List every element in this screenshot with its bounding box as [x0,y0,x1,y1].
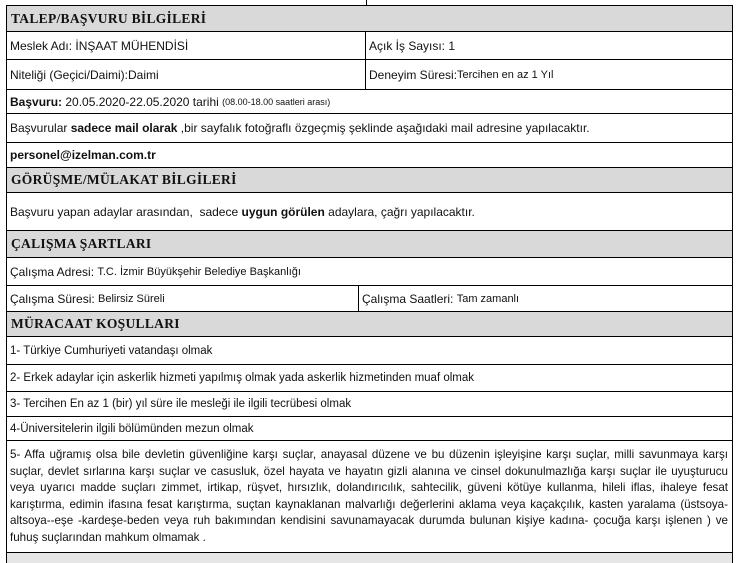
list-item [6,364,733,391]
calisma-adresi-cell [7,258,732,285]
row-calisma-adresi [6,257,733,285]
section-header-calisma [6,230,733,257]
condition-1: 1- Türkiye Cumhuriyeti vatandaşı olmak [10,344,213,357]
adres-value: T.C. İzmir Büyükşehir Belediye Başkanlığı [97,265,301,278]
next-section-header-fragment [6,553,733,563]
info-text-post: ,bir sayfalık fotoğraflı özgeçmiş şeklinde aşağıdaki mail adresine yapılacaktır. [177,121,590,135]
calisma-saatleri-cell [358,286,732,311]
list-item [6,416,733,440]
list-item [6,336,733,364]
acik-is-cell: Açık İş Sayısı: 1 [365,32,732,59]
section-title: GÖRÜŞME/MÜLAKAT BİLGİLERİ [11,172,237,187]
saat-label: Çalışma Saatleri: [362,291,457,306]
deneyim-label: Deneyim Süresi: [369,67,458,82]
list-item [6,440,733,552]
section-header-talep [6,5,733,31]
deneyim-cell [365,60,732,89]
basvuru-label: Başvuru: [10,94,63,109]
gorusme-text-pre: Başvuru yapan adaylar arasından, sadece [10,204,242,219]
condition-5: 5- Affa uğramış olsa bile devletin güvenliğine karşı suçlar, anayasal düzene ve bu düzenin işleyişine karşı suçlar, milli savunmaya karşı suçlar, devlet sırlarına karşı suçlar ve casusluk, özel hayata ve hayatın gizli alanına ve cinsel dokunulmazlığa karşı suçlar ile uyuşturucu veya uyarıcı madde suçları zimmet, irtikap, rüşvet, hırsızlık, dolandırıcılık, sahtecilik, güveni kötüye kullanma, hileli iflas, ihaleye fesat karıştırma, edimin ifasına fesat karıştırma, suçtan kaynaklanan malvarlığı değerlerini aklama veya kaçakçılık, kasten yaralama (üstsoya-altsoya--eşe -kardeşe-beden veya ruh bakımından kendisini savunamayacak durumda bulunan kişiye kadına- çocuğa karşı işlenen ) ve fuhuş suçlarından mahkum olmamak . [10,448,728,544]
deneyim-value: Tercihen en az 1 Yıl [457,68,554,81]
basvuru-hours: (08.00-18.00 saatleri arası) [222,96,331,107]
basvuru-cell [7,90,732,113]
saat-value: Tam zamanlı [456,292,520,305]
calisma-suresi-cell [7,286,358,311]
meslek-cell: Meslek Adı: İNŞAAT MÜHENDİSİ [10,38,189,53]
sure-value: Belirsiz Süreli [98,292,165,305]
email-address[interactable]: personel@izelman.com.tr [10,148,156,162]
adres-label: Çalışma Adresi: [10,264,98,279]
row-basvuru-info [6,113,733,142]
section-title: ÇALIŞMA ŞARTLARI [11,236,152,251]
gorusme-text-post: adaylara, çağrı yapılacaktır. [324,204,475,219]
row-basvuru [6,89,733,113]
basvuru-dates: 20.05.2020-22.05.2020 tarihi [62,94,223,109]
gorusme-text-cell [7,193,732,230]
sure-label: Çalışma Süresi: [10,291,99,306]
info-text-pre: Başvurular [10,121,71,135]
nitelik-cell: Niteliği (Geçici/Daimi):Daimi [10,67,159,82]
condition-2: 2- Erkek adaylar için askerlik hizmeti yapılmış olmak yada askerlik hizmetinden muaf olmak [10,372,475,384]
gorusme-text-bold: uygun görülen [241,204,325,219]
row-meslek [6,31,733,59]
section-title: TALEP/BAŞVURU BİLGİLERİ [11,10,207,26]
section-title: MÜRACAAT KOŞULLARI [11,316,180,331]
section-header-gorusme [6,167,733,192]
condition-4: 4-Üniversitelerin ilgili bölümünden mezun olmak [10,422,254,435]
condition-3: 3- Tercihen En az 1 (bir) yıl süre ile mesleği ile ilgili tecrübesi olmak [10,398,352,410]
list-item [6,391,733,416]
section-header-muracaat [6,311,733,336]
row-calisma-suresi [6,285,733,311]
row-gorusme-text [6,192,733,230]
row-nitelik [6,59,733,89]
row-email [6,142,733,167]
info-text-bold: sadece mail olarak [70,121,178,135]
basvuru-info-cell [7,114,732,142]
